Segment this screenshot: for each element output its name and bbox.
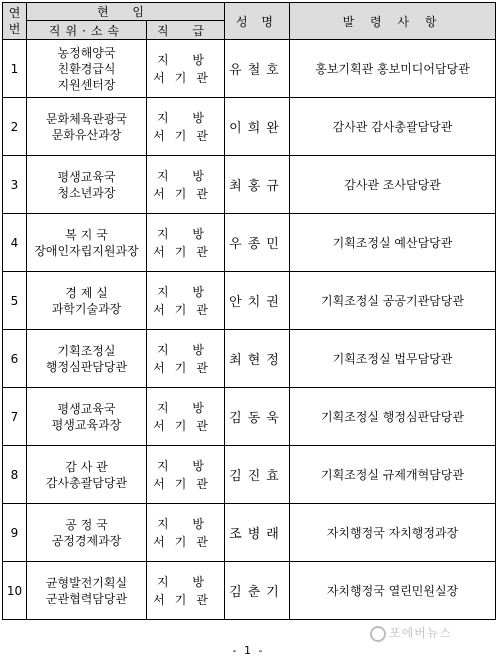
watermark-logo-icon: [370, 626, 386, 642]
table-row: [3, 446, 496, 504]
table-body: [3, 40, 496, 620]
position-dept-cell: [27, 98, 147, 156]
position-dept-cell: [27, 446, 147, 504]
row-number: 10: [3, 562, 27, 620]
position-line: 평생교육국: [57, 401, 116, 416]
position-line: 군관협력담당관: [45, 591, 128, 606]
grade-line-2: 서기관: [153, 128, 218, 143]
grade-cell: [147, 388, 225, 446]
position-dept-cell: [27, 504, 147, 562]
table-row: [3, 388, 496, 446]
row-number: 8: [3, 446, 27, 504]
position-line: 문화유산과장: [51, 127, 122, 142]
position-line: 과학기술과장: [51, 301, 122, 316]
header-no: 연번: [3, 3, 27, 40]
row-number: 1: [3, 40, 27, 98]
grade-line-1: 지 방: [157, 284, 214, 299]
position-dept-cell: [27, 40, 147, 98]
appointment-cell: 기획조정실 공공기관담당관: [290, 272, 496, 330]
grade-line-2: 서기관: [153, 360, 218, 375]
position-dept-cell: [27, 156, 147, 214]
appointment-table: [2, 2, 496, 620]
table-row: [3, 98, 496, 156]
position-line: 지원센터장: [57, 77, 116, 92]
table-row: [3, 330, 496, 388]
grade-line-1: 지 방: [157, 342, 214, 357]
appointment-cell: 자치행정국 자치행정과장: [290, 504, 496, 562]
name-cell: 안치권: [225, 272, 290, 330]
grade-cell: [147, 446, 225, 504]
position-dept-cell: [27, 272, 147, 330]
table-row: [3, 40, 496, 98]
grade-cell: [147, 214, 225, 272]
grade-cell: [147, 272, 225, 330]
position-line: 장애인자립지원과장: [34, 243, 139, 258]
name-cell: 최홍규: [225, 156, 290, 214]
header-name: 성 명: [225, 3, 290, 40]
table-row: [3, 504, 496, 562]
grade-line-1: 지 방: [157, 226, 214, 241]
grade-line-1: 지 방: [157, 516, 214, 531]
grade-line-1: 지 방: [157, 168, 214, 183]
header-grade: 직 급: [147, 21, 225, 40]
grade-cell: [147, 156, 225, 214]
page-number: - 1 -: [232, 644, 265, 657]
position-line: 감사총괄담당관: [45, 475, 128, 490]
name-cell: 김진효: [225, 446, 290, 504]
appointment-cell: 기획조정실 규제개혁담당관: [290, 446, 496, 504]
row-number: 5: [3, 272, 27, 330]
name-cell: 유철호: [225, 40, 290, 98]
name-cell: 이희완: [225, 98, 290, 156]
position-dept-cell: [27, 214, 147, 272]
grade-line-2: 서기관: [153, 534, 218, 549]
grade-line-1: 지 방: [157, 110, 214, 125]
grade-cell: [147, 562, 225, 620]
name-cell: 최현정: [225, 330, 290, 388]
position-line: 감 사 관: [65, 459, 108, 474]
row-number: 9: [3, 504, 27, 562]
watermark: 포에버뉴스: [370, 624, 452, 642]
appointment-cell: 감사관 조사담당관: [290, 156, 496, 214]
position-line: 공 정 국: [65, 517, 108, 532]
position-line: 기획조정실: [57, 343, 116, 358]
grade-cell: [147, 98, 225, 156]
grade-line-2: 서기관: [153, 418, 218, 433]
name-cell: 김동욱: [225, 388, 290, 446]
row-number: 7: [3, 388, 27, 446]
grade-cell: [147, 504, 225, 562]
position-dept-cell: [27, 562, 147, 620]
position-line: 균형발전기획실: [45, 575, 128, 590]
position-line: 농정해양국: [57, 45, 116, 60]
appointment-cell: 감사관 감사총괄담당관: [290, 98, 496, 156]
grade-cell: [147, 40, 225, 98]
name-cell: 조병래: [225, 504, 290, 562]
table-row: [3, 156, 496, 214]
position-dept-cell: [27, 330, 147, 388]
name-cell: 김춘기: [225, 562, 290, 620]
appointment-cell: 자치행정국 열린민원실장: [290, 562, 496, 620]
position-line: 친환경급식: [57, 61, 116, 76]
grade-line-1: 지 방: [157, 52, 214, 67]
appointment-cell: 기획조정실 예산담당관: [290, 214, 496, 272]
header-current: 현 임: [27, 3, 225, 21]
header-position-dept: 직위·소속: [27, 21, 147, 40]
grade-line-2: 서기관: [153, 476, 218, 491]
name-cell: 우종민: [225, 214, 290, 272]
appointment-cell: 홍보기획관 홍보미디어담당관: [290, 40, 496, 98]
row-number: 4: [3, 214, 27, 272]
grade-line-1: 지 방: [157, 574, 214, 589]
position-line: 문화체육관광국: [45, 111, 128, 126]
grade-line-2: 서기관: [153, 70, 218, 85]
row-number: 3: [3, 156, 27, 214]
table-row: [3, 214, 496, 272]
grade-line-2: 서기관: [153, 302, 218, 317]
grade-line-2: 서기관: [153, 186, 218, 201]
table-row: [3, 272, 496, 330]
grade-line-1: 지 방: [157, 458, 214, 473]
table-row: [3, 562, 496, 620]
position-dept-cell: [27, 388, 147, 446]
position-line: 경 제 실: [65, 285, 108, 300]
position-line: 평생교육과장: [51, 417, 122, 432]
position-line: 공정경제과장: [51, 533, 122, 548]
grade-line-1: 지 방: [157, 400, 214, 415]
position-line: 청소년과장: [57, 185, 116, 200]
grade-line-2: 서기관: [153, 244, 218, 259]
grade-cell: [147, 330, 225, 388]
position-line: 복 지 국: [65, 227, 108, 242]
header-appointment: 발 령 사 항: [290, 3, 496, 40]
appointment-cell: 기획조정실 행정심판담당관: [290, 388, 496, 446]
header-row-1: [3, 3, 496, 21]
row-number: 6: [3, 330, 27, 388]
grade-line-2: 서기관: [153, 592, 218, 607]
position-line: 평생교육국: [57, 169, 116, 184]
position-line: 행정심판담당관: [45, 359, 128, 374]
appointment-cell: 기획조정실 법무담당관: [290, 330, 496, 388]
row-number: 2: [3, 98, 27, 156]
